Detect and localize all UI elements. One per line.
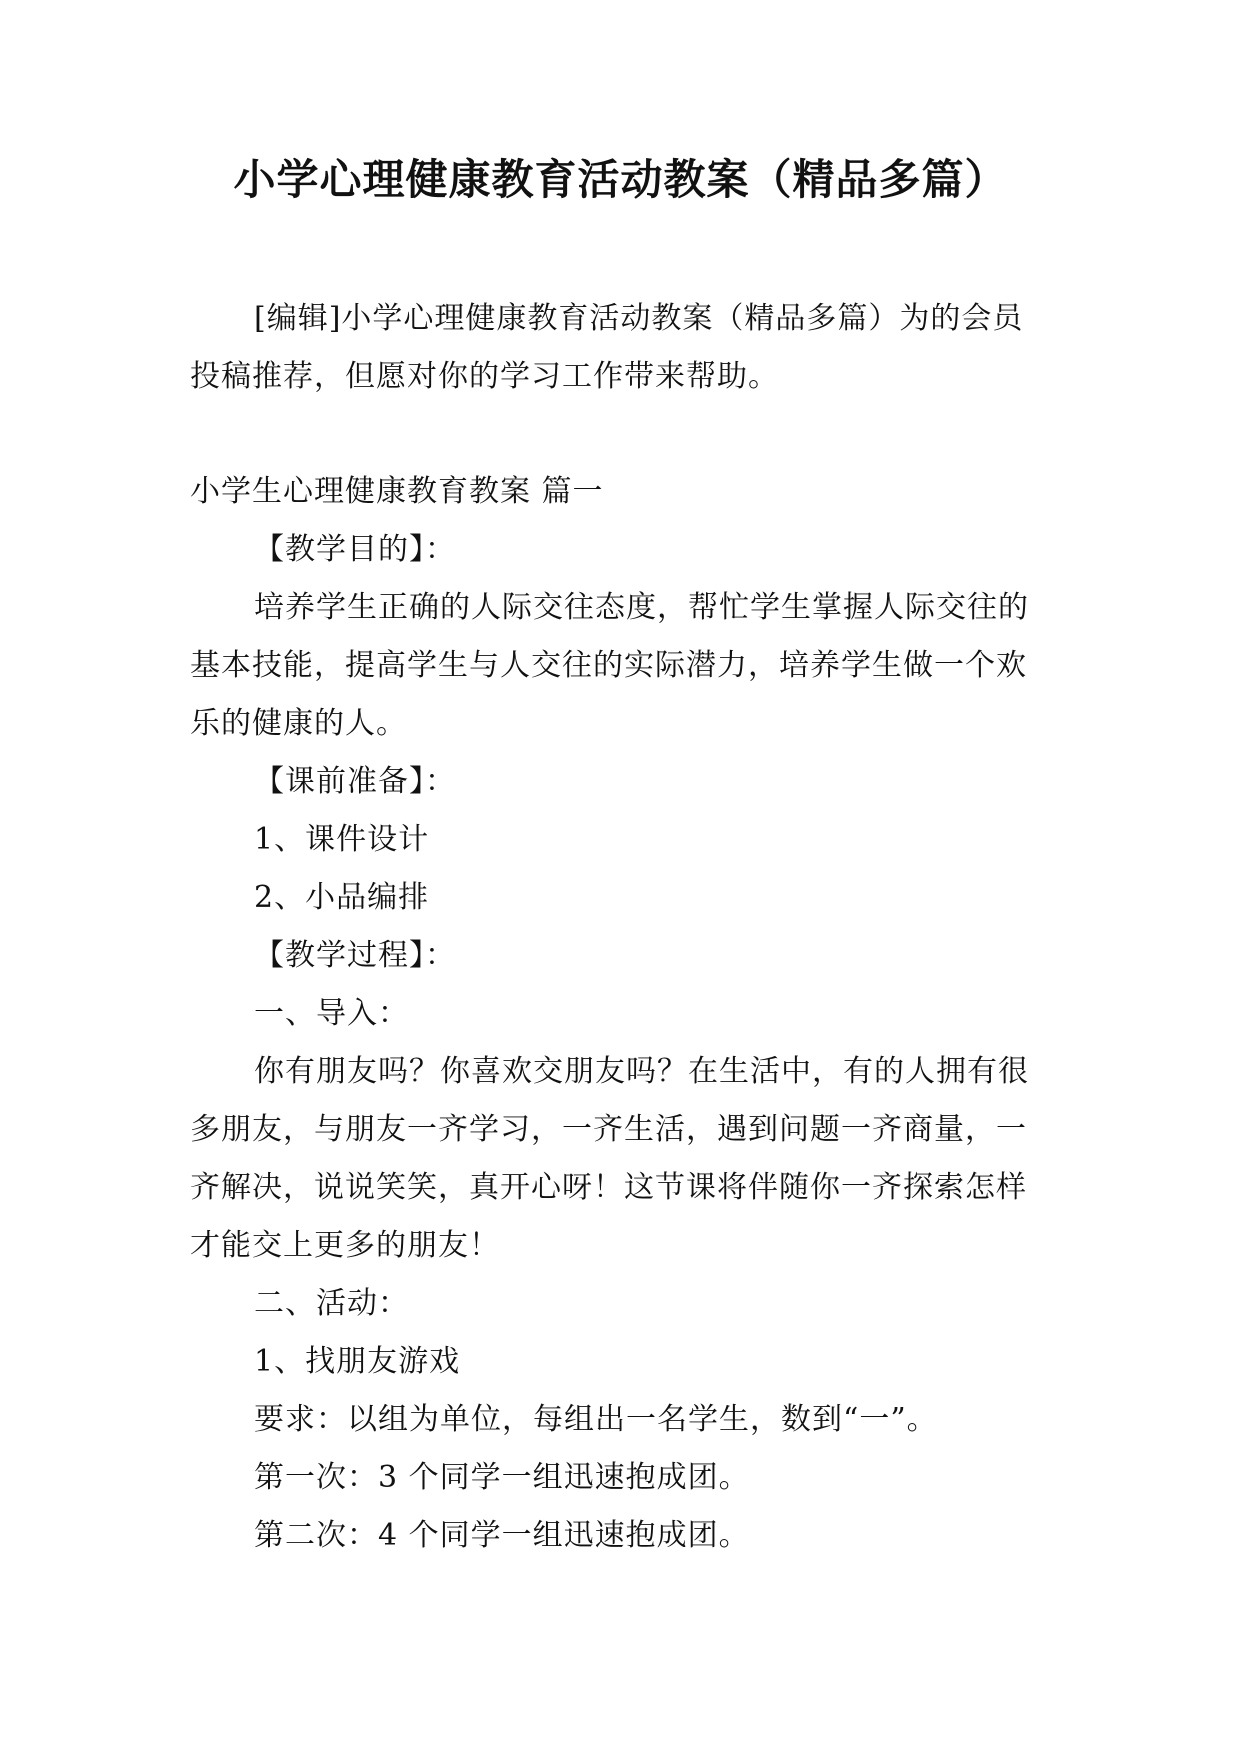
paragraph-goal-text: 培养学生正确的人际交往态度，帮忙学生掌握人际交往的基本技能，提高学生与人交往的实际潜力，培养学生做一个欢乐的健康的人。 — [190, 590, 1029, 741]
document-body — [190, 463, 1050, 1565]
heading-preparation: 【课前准备】： — [254, 764, 456, 799]
subheading-activity: 二、活动： — [254, 1286, 409, 1321]
heading-teaching-goal: 【教学目的】： — [254, 532, 456, 567]
document-title: 小学心理健康教育活动教案（精品多篇） — [233, 155, 1008, 204]
subheading-introduction: 一、导入： — [254, 996, 409, 1031]
paragraph-requirement: 要求：以组为单位，每组出一名学生，数到“一”。 — [254, 1402, 938, 1437]
list-item-preparation-1: 1、课件设计 — [254, 822, 430, 857]
paragraph-round-one: 第一次：3 个同学一组迅速抱成团。 — [254, 1460, 750, 1495]
list-item-activity-1: 1、找朋友游戏 — [254, 1344, 461, 1379]
list-item-preparation-2: 2、小品编排 — [254, 880, 430, 915]
intro-paragraph: [编辑]小学心理健康教育活动教案（精品多篇）为的会员投稿推荐，但愿对你的学习工作带来帮助。 — [190, 301, 1024, 394]
section-title: 小学生心理健康教育教案 篇一 — [190, 474, 604, 509]
paragraph-round-two: 第二次：4 个同学一组迅速抱成团。 — [254, 1518, 750, 1553]
heading-teaching-process: 【教学过程】： — [254, 938, 456, 973]
paragraph-introduction-text: 你有朋友吗？你喜欢交朋友吗？在生活中，有的人拥有很多朋友，与朋友一齐学习，一齐生活，遇到问题一齐商量，一齐解决，说说笑笑，真开心呀！这节课将伴随你一齐探索怎样才能交上更多的朋友！ — [190, 1054, 1029, 1263]
